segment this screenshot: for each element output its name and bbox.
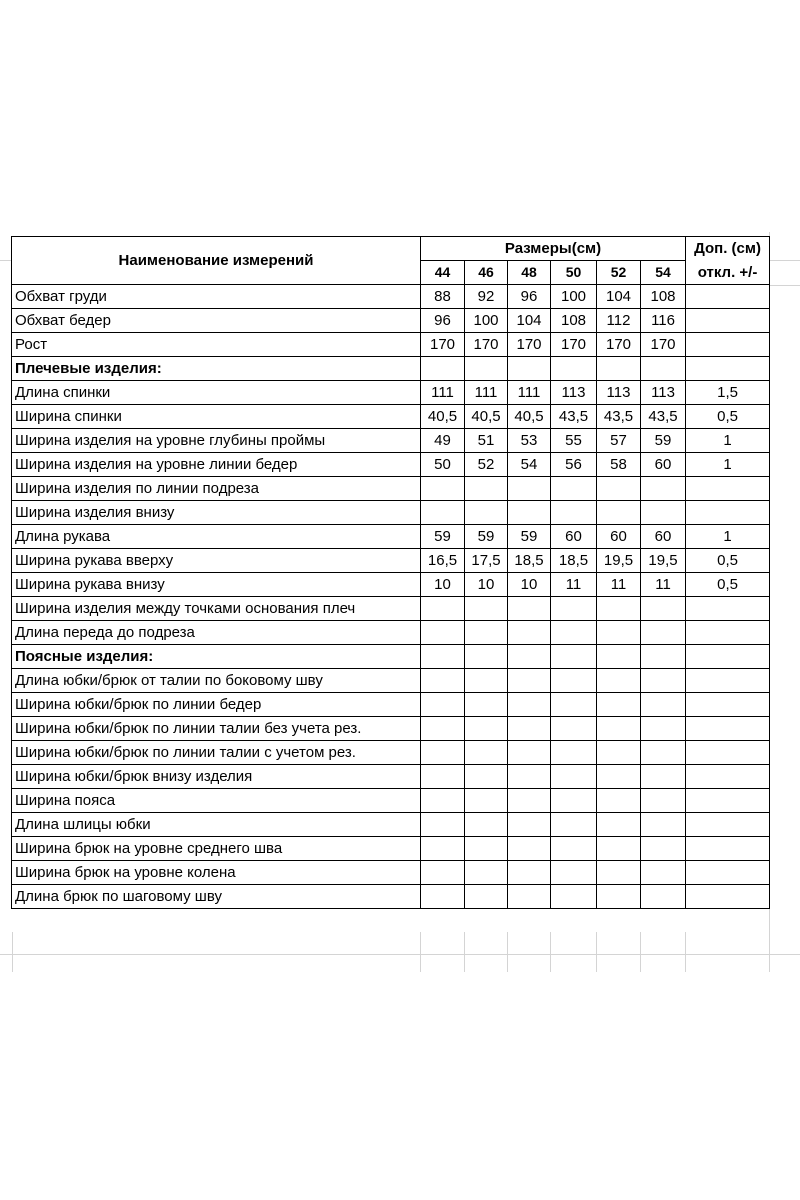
size-value-cell: 10 bbox=[508, 573, 551, 597]
size-value-cell: 54 bbox=[508, 453, 551, 477]
size-value-cell bbox=[641, 645, 686, 669]
size-value-cell bbox=[551, 597, 597, 621]
size-value-cell bbox=[597, 741, 641, 765]
size-value-cell: 19,5 bbox=[641, 549, 686, 573]
table-row bbox=[12, 405, 770, 429]
size-value-cell bbox=[421, 693, 465, 717]
tolerance-cell bbox=[686, 837, 770, 861]
size-value-cell: 59 bbox=[508, 525, 551, 549]
size-value-cell bbox=[465, 813, 508, 837]
table-row bbox=[12, 501, 770, 525]
table-row bbox=[12, 837, 770, 861]
size-value-cell: 104 bbox=[597, 285, 641, 309]
size-value-cell: 113 bbox=[551, 381, 597, 405]
size-value-cell bbox=[421, 645, 465, 669]
size-value-cell: 60 bbox=[641, 525, 686, 549]
table-row bbox=[12, 861, 770, 885]
size-value-cell bbox=[421, 765, 465, 789]
tolerance-cell: 1 bbox=[686, 525, 770, 549]
tolerance-cell: 1 bbox=[686, 453, 770, 477]
size-value-cell bbox=[508, 501, 551, 525]
size-48: 48 bbox=[508, 261, 551, 285]
size-value-cell: 59 bbox=[641, 429, 686, 453]
size-value-cell: 53 bbox=[508, 429, 551, 453]
size-value-cell bbox=[597, 765, 641, 789]
measurement-name: Ширина брюк на уровне среднего шва bbox=[12, 837, 421, 861]
size-value-cell bbox=[421, 477, 465, 501]
size-value-cell: 10 bbox=[421, 573, 465, 597]
table-row bbox=[12, 717, 770, 741]
size-value-cell: 92 bbox=[465, 285, 508, 309]
size-value-cell: 100 bbox=[465, 309, 508, 333]
size-value-cell: 40,5 bbox=[421, 405, 465, 429]
size-value-cell bbox=[465, 597, 508, 621]
measurement-name: Ширина пояса bbox=[12, 789, 421, 813]
size-value-cell bbox=[551, 885, 597, 909]
size-value-cell bbox=[641, 765, 686, 789]
size-value-cell bbox=[551, 717, 597, 741]
table-row bbox=[12, 741, 770, 765]
tolerance-cell bbox=[686, 717, 770, 741]
tolerance-cell bbox=[686, 741, 770, 765]
size-value-cell: 96 bbox=[508, 285, 551, 309]
size-value-cell: 19,5 bbox=[597, 549, 641, 573]
measurement-name: Длина спинки bbox=[12, 381, 421, 405]
tolerance-cell bbox=[686, 501, 770, 525]
size-value-cell: 60 bbox=[641, 453, 686, 477]
size-value-cell bbox=[508, 837, 551, 861]
table-row bbox=[12, 309, 770, 333]
size-value-cell bbox=[508, 717, 551, 741]
measurement-name: Ширина юбки/брюк по линии бедер bbox=[12, 693, 421, 717]
table-row bbox=[12, 429, 770, 453]
size-value-cell: 170 bbox=[421, 333, 465, 357]
size-value-cell: 11 bbox=[597, 573, 641, 597]
size-value-cell bbox=[641, 357, 686, 381]
size-value-cell: 52 bbox=[465, 453, 508, 477]
table-row bbox=[12, 525, 770, 549]
measurement-name: Обхват бедер bbox=[12, 309, 421, 333]
section-row bbox=[12, 357, 770, 381]
size-value-cell: 43,5 bbox=[551, 405, 597, 429]
size-value-cell bbox=[597, 669, 641, 693]
measurement-name: Ширина изделия на уровне линии бедер bbox=[12, 453, 421, 477]
measurement-name: Длина юбки/брюк от талии по боковому шву bbox=[12, 669, 421, 693]
tolerance-cell bbox=[686, 669, 770, 693]
size-value-cell bbox=[551, 789, 597, 813]
size-value-cell: 100 bbox=[551, 285, 597, 309]
tolerance-subheader: откл. +/- bbox=[686, 261, 770, 285]
measurement-name: Длина рукава bbox=[12, 525, 421, 549]
size-value-cell: 18,5 bbox=[508, 549, 551, 573]
tolerance-cell bbox=[686, 357, 770, 381]
size-value-cell bbox=[508, 813, 551, 837]
size-value-cell bbox=[421, 837, 465, 861]
tolerance-cell bbox=[686, 693, 770, 717]
table-row bbox=[12, 477, 770, 501]
size-value-cell bbox=[421, 741, 465, 765]
size-value-cell bbox=[641, 813, 686, 837]
size-value-cell bbox=[551, 357, 597, 381]
size-value-cell bbox=[597, 813, 641, 837]
size-value-cell bbox=[551, 813, 597, 837]
table-row bbox=[12, 549, 770, 573]
tolerance-cell bbox=[686, 885, 770, 909]
size-value-cell bbox=[421, 597, 465, 621]
tolerance-cell bbox=[686, 285, 770, 309]
size-value-cell: 50 bbox=[421, 453, 465, 477]
size-value-cell bbox=[421, 885, 465, 909]
size-44: 44 bbox=[421, 261, 465, 285]
table-row bbox=[12, 813, 770, 837]
size-value-cell bbox=[551, 477, 597, 501]
measurement-name: Ширина юбки/брюк по линии талии с учетом рез. bbox=[12, 741, 421, 765]
measurement-name: Длина брюк по шаговому шву bbox=[12, 885, 421, 909]
tolerance-cell bbox=[686, 645, 770, 669]
size-value-cell: 113 bbox=[641, 381, 686, 405]
size-54: 54 bbox=[641, 261, 686, 285]
header-row-1 bbox=[12, 237, 770, 261]
tolerance-cell: 0,5 bbox=[686, 549, 770, 573]
measurement-name: Обхват груди bbox=[12, 285, 421, 309]
size-value-cell: 40,5 bbox=[465, 405, 508, 429]
table-row bbox=[12, 669, 770, 693]
size-value-cell: 116 bbox=[641, 309, 686, 333]
size-value-cell bbox=[551, 501, 597, 525]
size-value-cell bbox=[465, 645, 508, 669]
section-title: Поясные изделия: bbox=[12, 645, 421, 669]
size-value-cell: 57 bbox=[597, 429, 641, 453]
size-value-cell: 112 bbox=[597, 309, 641, 333]
size-value-cell bbox=[421, 813, 465, 837]
size-value-cell bbox=[551, 645, 597, 669]
size-value-cell: 170 bbox=[508, 333, 551, 357]
size-value-cell: 113 bbox=[597, 381, 641, 405]
tolerance-cell bbox=[686, 309, 770, 333]
measurement-name: Ширина юбки/брюк по линии талии без учета рез. bbox=[12, 717, 421, 741]
size-value-cell bbox=[597, 717, 641, 741]
table-row bbox=[12, 453, 770, 477]
size-value-cell bbox=[421, 717, 465, 741]
size-value-cell bbox=[641, 717, 686, 741]
size-value-cell: 60 bbox=[597, 525, 641, 549]
size-value-cell bbox=[465, 885, 508, 909]
size-value-cell bbox=[551, 861, 597, 885]
size-value-cell: 60 bbox=[551, 525, 597, 549]
size-value-cell: 111 bbox=[421, 381, 465, 405]
measurement-name: Ширина спинки bbox=[12, 405, 421, 429]
size-value-cell bbox=[465, 837, 508, 861]
tolerance-cell: 0,5 bbox=[686, 573, 770, 597]
size-value-cell: 170 bbox=[641, 333, 686, 357]
size-value-cell: 96 bbox=[421, 309, 465, 333]
size-value-cell bbox=[465, 789, 508, 813]
size-value-cell: 108 bbox=[641, 285, 686, 309]
table-row bbox=[12, 885, 770, 909]
table-row bbox=[12, 285, 770, 309]
size-value-cell: 170 bbox=[465, 333, 508, 357]
size-value-cell bbox=[421, 621, 465, 645]
sizes-header: Размеры(см) bbox=[421, 237, 686, 261]
size-value-cell bbox=[597, 597, 641, 621]
size-value-cell bbox=[465, 717, 508, 741]
size-value-cell bbox=[465, 765, 508, 789]
table-row bbox=[12, 765, 770, 789]
measurement-name: Ширина изделия внизу bbox=[12, 501, 421, 525]
size-value-cell bbox=[597, 477, 641, 501]
measurement-name: Ширина изделия по линии подреза bbox=[12, 477, 421, 501]
size-value-cell: 43,5 bbox=[597, 405, 641, 429]
size-value-cell bbox=[551, 693, 597, 717]
measurement-name: Ширина брюк на уровне колена bbox=[12, 861, 421, 885]
size-chart-table bbox=[11, 236, 770, 909]
size-value-cell bbox=[641, 837, 686, 861]
size-value-cell: 59 bbox=[421, 525, 465, 549]
section-row bbox=[12, 645, 770, 669]
tolerance-cell bbox=[686, 813, 770, 837]
size-value-cell: 11 bbox=[551, 573, 597, 597]
size-value-cell bbox=[641, 477, 686, 501]
size-46: 46 bbox=[465, 261, 508, 285]
measurement-name: Длина шлицы юбки bbox=[12, 813, 421, 837]
size-50: 50 bbox=[551, 261, 597, 285]
table-row bbox=[12, 597, 770, 621]
measurement-name-header: Наименование измерений bbox=[12, 237, 421, 285]
table-row bbox=[12, 789, 770, 813]
size-value-cell bbox=[597, 501, 641, 525]
size-value-cell bbox=[465, 741, 508, 765]
table-row bbox=[12, 693, 770, 717]
size-value-cell bbox=[421, 669, 465, 693]
measurement-name: Длина переда до подреза bbox=[12, 621, 421, 645]
size-value-cell: 16,5 bbox=[421, 549, 465, 573]
size-value-cell bbox=[465, 501, 508, 525]
tolerance-cell bbox=[686, 789, 770, 813]
measurement-name: Ширина изделия на уровне глубины проймы bbox=[12, 429, 421, 453]
measurement-name: Ширина рукава внизу bbox=[12, 573, 421, 597]
size-value-cell bbox=[508, 477, 551, 501]
tolerance-cell: 1 bbox=[686, 429, 770, 453]
tolerance-cell bbox=[686, 621, 770, 645]
size-value-cell: 49 bbox=[421, 429, 465, 453]
size-value-cell bbox=[641, 621, 686, 645]
size-value-cell: 55 bbox=[551, 429, 597, 453]
size-value-cell bbox=[597, 357, 641, 381]
size-value-cell bbox=[421, 861, 465, 885]
size-value-cell: 104 bbox=[508, 309, 551, 333]
size-value-cell: 11 bbox=[641, 573, 686, 597]
size-value-cell bbox=[551, 741, 597, 765]
size-value-cell bbox=[508, 741, 551, 765]
section-title: Плечевые изделия: bbox=[12, 357, 421, 381]
size-value-cell bbox=[551, 669, 597, 693]
size-value-cell: 108 bbox=[551, 309, 597, 333]
size-value-cell bbox=[508, 357, 551, 381]
measurement-name: Ширина рукава вверху bbox=[12, 549, 421, 573]
size-value-cell bbox=[641, 693, 686, 717]
size-value-cell bbox=[641, 501, 686, 525]
tolerance-cell: 1,5 bbox=[686, 381, 770, 405]
size-value-cell: 88 bbox=[421, 285, 465, 309]
size-value-cell bbox=[421, 501, 465, 525]
size-value-cell bbox=[641, 669, 686, 693]
size-value-cell: 59 bbox=[465, 525, 508, 549]
size-value-cell bbox=[508, 621, 551, 645]
size-value-cell bbox=[551, 837, 597, 861]
size-value-cell bbox=[465, 357, 508, 381]
tolerance-cell bbox=[686, 861, 770, 885]
size-value-cell bbox=[508, 693, 551, 717]
size-value-cell bbox=[465, 693, 508, 717]
size-value-cell bbox=[597, 837, 641, 861]
size-value-cell: 111 bbox=[465, 381, 508, 405]
size-52: 52 bbox=[597, 261, 641, 285]
size-value-cell bbox=[421, 789, 465, 813]
size-value-cell bbox=[641, 597, 686, 621]
size-value-cell bbox=[508, 789, 551, 813]
size-value-cell bbox=[465, 861, 508, 885]
size-value-cell bbox=[597, 885, 641, 909]
size-value-cell bbox=[597, 789, 641, 813]
measurement-name: Ширина изделия между точками основания плеч bbox=[12, 597, 421, 621]
table-row bbox=[12, 381, 770, 405]
size-value-cell: 17,5 bbox=[465, 549, 508, 573]
size-value-cell: 170 bbox=[597, 333, 641, 357]
size-value-cell bbox=[641, 861, 686, 885]
size-value-cell: 58 bbox=[597, 453, 641, 477]
size-value-cell: 18,5 bbox=[551, 549, 597, 573]
size-value-cell bbox=[508, 765, 551, 789]
tolerance-cell bbox=[686, 765, 770, 789]
tolerance-header: Доп. (см) bbox=[686, 237, 770, 261]
measurement-name: Ширина юбки/брюк внизу изделия bbox=[12, 765, 421, 789]
size-value-cell bbox=[421, 357, 465, 381]
size-value-cell bbox=[508, 597, 551, 621]
size-value-cell: 170 bbox=[551, 333, 597, 357]
size-value-cell bbox=[641, 741, 686, 765]
size-value-cell bbox=[597, 693, 641, 717]
size-value-cell bbox=[597, 861, 641, 885]
tolerance-cell bbox=[686, 477, 770, 501]
size-value-cell: 10 bbox=[465, 573, 508, 597]
size-value-cell: 43,5 bbox=[641, 405, 686, 429]
measurement-name: Рост bbox=[12, 333, 421, 357]
size-value-cell bbox=[597, 621, 641, 645]
tolerance-cell bbox=[686, 333, 770, 357]
table-row bbox=[12, 573, 770, 597]
tolerance-cell bbox=[686, 597, 770, 621]
size-value-cell bbox=[465, 621, 508, 645]
size-value-cell bbox=[508, 885, 551, 909]
size-value-cell bbox=[465, 669, 508, 693]
table-body bbox=[12, 237, 770, 909]
size-value-cell bbox=[641, 885, 686, 909]
size-value-cell bbox=[641, 789, 686, 813]
tolerance-cell: 0,5 bbox=[686, 405, 770, 429]
table-row bbox=[12, 333, 770, 357]
size-value-cell: 56 bbox=[551, 453, 597, 477]
size-value-cell bbox=[465, 477, 508, 501]
size-value-cell bbox=[597, 645, 641, 669]
size-value-cell: 40,5 bbox=[508, 405, 551, 429]
size-value-cell bbox=[551, 621, 597, 645]
size-value-cell bbox=[508, 645, 551, 669]
size-value-cell bbox=[508, 669, 551, 693]
table-row bbox=[12, 621, 770, 645]
size-value-cell bbox=[508, 861, 551, 885]
size-value-cell: 51 bbox=[465, 429, 508, 453]
size-value-cell: 111 bbox=[508, 381, 551, 405]
size-value-cell bbox=[551, 765, 597, 789]
